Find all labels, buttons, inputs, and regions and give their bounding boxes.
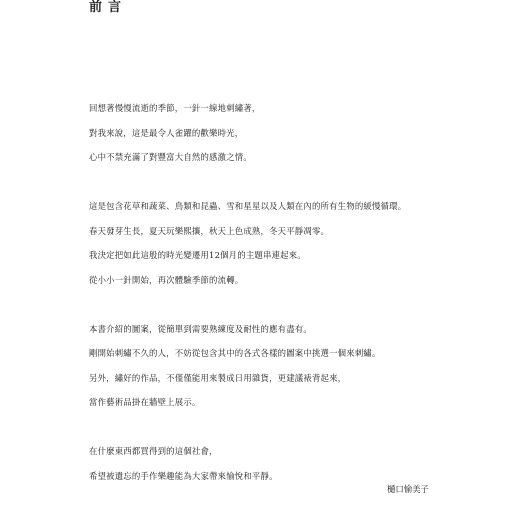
text-line: 剛開始刺繡不久的人，不妨從包含其中的各式各樣的圖案中挑選一個來刺繡。 (89, 348, 381, 358)
text-line: 希望被遺忘的手作樂趣能為大家帶來愉悅和平靜。 (89, 470, 278, 481)
text-line: 春天發芽生長，夏天玩樂熙攘，秋天上色成熟，冬天平靜凋零。 (89, 225, 330, 236)
text-line: 我決定把如此這般的時光變遷用12個月的主題串連起來。 (89, 250, 306, 260)
text-line: 在什麼東西都買得到的這個社會， (89, 446, 218, 456)
text-line: 另外，繡好的作品，不僅僅能用來製成日用雜貨，更建議裱背起來， (89, 372, 347, 383)
author-signature: 樋口愉美子 (387, 484, 429, 494)
preface-body (89, 96, 509, 513)
text-line: 本書介紹的圖案，從簡單到需要熟練度及耐性的應有盡有。 (89, 323, 312, 334)
paragraph-1 (89, 96, 509, 170)
paragraph-2 (89, 194, 509, 292)
text-line: 回想著慢慢流逝的季節，一針一線地刺繡著， (89, 103, 261, 113)
text-line: 對我來說，這是最令人雀躍的歡樂時光， (89, 127, 244, 138)
paragraph-4 (89, 439, 509, 488)
text-line: 當作藝術品掛在牆壁上展示。 (89, 397, 201, 407)
page-title: 前言 (89, 0, 128, 15)
text-line: 從小小一針開始，再次體驗季節的流轉。 (89, 274, 244, 285)
text-line: 這是包含花草和蔬菜、鳥類和昆蟲、雪和星星以及人類在內的所有生物的緩慢循環。 (89, 201, 407, 211)
paragraph-3 (89, 317, 509, 415)
text-line: 心中不禁充滿了對豐富大自然的感激之情。 (89, 152, 252, 162)
